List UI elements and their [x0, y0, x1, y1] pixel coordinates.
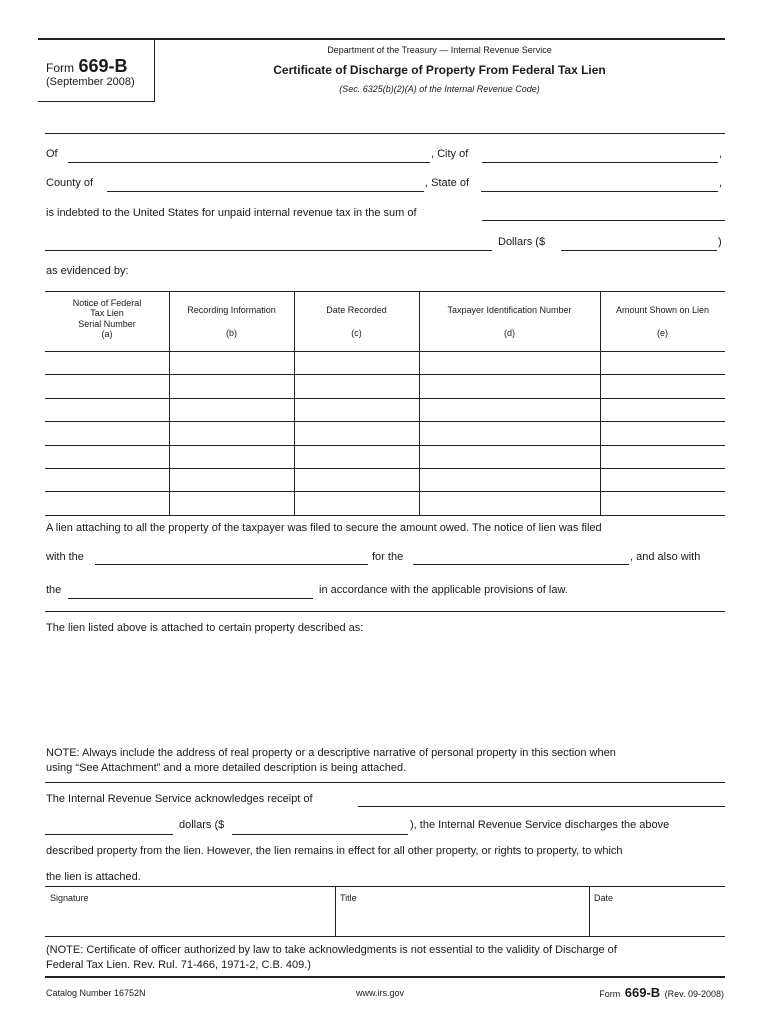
table-cell-tin[interactable] — [419, 468, 600, 491]
received-field[interactable] — [358, 806, 725, 807]
for-the-field[interactable] — [413, 564, 629, 565]
indebted-label: is indebted to the United States for unpaid internal revenue tax in the sum of — [46, 207, 417, 219]
table-cell-recording[interactable] — [169, 351, 294, 374]
table-cell-date[interactable] — [294, 398, 419, 421]
the-field[interactable] — [68, 598, 313, 599]
table-cell-recording[interactable] — [169, 445, 294, 468]
table-cell-tin[interactable] — [419, 351, 600, 374]
table-cell-date[interactable] — [294, 421, 419, 444]
section-rule-3 — [45, 782, 725, 783]
title-label: Title — [340, 893, 357, 903]
col-header-amount-label: Amount Shown on Lien — [615, 305, 710, 315]
signature-field[interactable] — [46, 905, 334, 935]
footer-form-id — [599, 984, 724, 1002]
city-comma: , — [719, 148, 723, 160]
lien-sentence: A lien attaching to all the property of the taxpayer was filed to secure the amount owed. The notice of lien was filed — [46, 522, 602, 534]
dollars-words-field[interactable] — [45, 250, 492, 251]
state-comma: , — [719, 177, 723, 189]
dollars-label: Dollars ($ — [498, 236, 546, 248]
received-dollars-label: dollars ($ — [179, 819, 225, 831]
table-cell-amount[interactable] — [600, 421, 725, 444]
table-cell-serial[interactable] — [45, 491, 169, 514]
in-accordance-label: in accordance with the applicable provisions of law. — [319, 584, 568, 596]
for-the-label: for the — [372, 551, 404, 563]
table-cell-tin[interactable] — [419, 398, 600, 421]
col-header-date-label: Date Recorded — [326, 305, 387, 315]
with-the-label: with the — [46, 551, 84, 563]
dollars-close-paren: ) — [718, 236, 722, 248]
and-also-with-label: , and also with — [630, 551, 701, 563]
section-rule-2 — [45, 611, 725, 612]
table-cell-recording[interactable] — [169, 468, 294, 491]
title-field[interactable] — [336, 905, 588, 935]
county-label: County of — [46, 177, 94, 189]
page-title: Certificate of Discharge of Property From Federal Tax Lien — [273, 63, 606, 77]
form-number: 669-B — [78, 56, 128, 76]
table-cell-amount[interactable] — [600, 491, 725, 514]
department: Department of the Treasury — Internal Revenue Service — [327, 45, 552, 55]
property-description-area[interactable] — [45, 640, 725, 740]
table-cell-recording[interactable] — [169, 421, 294, 444]
date-field[interactable] — [590, 905, 725, 935]
col-header-amount — [600, 305, 725, 339]
table-cell-tin[interactable] — [419, 374, 600, 397]
city-label: , City of — [431, 148, 469, 160]
website: www.irs.gov — [356, 988, 405, 998]
table-cell-tin[interactable] — [419, 445, 600, 468]
table-cell-tin[interactable] — [419, 421, 600, 444]
form-label — [46, 56, 127, 77]
col-header-amount-letter: (e) — [657, 328, 668, 339]
col-header-recording — [169, 305, 294, 339]
table-cell-date[interactable] — [294, 468, 419, 491]
col-header-tin-letter: (d) — [504, 328, 515, 339]
catalog-number: Catalog Number 16752N — [46, 988, 146, 998]
attached-label: The lien listed above is attached to certain property described as: — [46, 622, 364, 634]
section-rule-1 — [45, 133, 725, 134]
table-cell-recording[interactable] — [169, 491, 294, 514]
col-header-serial — [45, 298, 169, 339]
table-cell-amount[interactable] — [600, 374, 725, 397]
the-label: the — [46, 584, 62, 596]
table-cell-serial[interactable] — [45, 351, 169, 374]
table-cell-serial[interactable] — [45, 398, 169, 421]
of-field[interactable] — [68, 162, 430, 163]
date-label: Date — [594, 893, 614, 903]
sum-field[interactable] — [482, 220, 725, 221]
discharge-line-2: described property from the lien. However, the lien remains in effect for all other property, or rights to property, to which — [46, 845, 623, 857]
ack-label: The Internal Revenue Service acknowledges receipt of — [46, 793, 313, 805]
note-line-1: NOTE: Always include the address of real property or a descriptive narrative of personal property in this section when — [46, 747, 616, 759]
dollars-amount-field[interactable] — [561, 250, 717, 251]
table-cell-amount[interactable] — [600, 398, 725, 421]
signature-bottom-rule — [45, 936, 725, 937]
footnote-line-2: Federal Tax Lien. Rev. Rul. 71-466, 1971-2, C.B. 409.) — [46, 959, 311, 971]
col-header-recording-letter: (b) — [226, 328, 237, 339]
received-words-field[interactable] — [45, 834, 173, 835]
of-label: Of — [46, 148, 58, 160]
city-field[interactable] — [482, 162, 718, 163]
state-label: , State of — [425, 177, 470, 189]
state-field[interactable] — [481, 191, 718, 192]
signature-top-rule — [45, 886, 725, 887]
col-header-date-letter: (c) — [351, 328, 362, 339]
form-prefix: Form — [46, 61, 74, 75]
header-bottom-rule — [38, 101, 155, 102]
table-cell-serial[interactable] — [45, 468, 169, 491]
citation: (Sec. 6325(b)(2)(A) of the Internal Revenue Code) — [339, 84, 540, 94]
signature-label: Signature — [50, 893, 89, 903]
col-header-date — [294, 305, 419, 339]
table-cell-amount[interactable] — [600, 468, 725, 491]
table-cell-amount[interactable] — [600, 351, 725, 374]
table-cell-date[interactable] — [294, 445, 419, 468]
col-header-recording-label: Recording Information — [187, 305, 276, 315]
footer-rule — [45, 976, 725, 978]
col-header-serial-letter: (a) — [101, 329, 113, 340]
footer-form-prefix: Form — [599, 989, 621, 999]
table-row-rule — [45, 515, 725, 516]
table-cell-serial[interactable] — [45, 421, 169, 444]
discharges-label: ), the Internal Revenue Service discharges the above — [410, 819, 670, 831]
discharge-line-3: the lien is attached. — [46, 871, 141, 883]
table-cell-serial[interactable] — [45, 445, 169, 468]
table-cell-date[interactable] — [294, 491, 419, 514]
col-header-tin — [419, 305, 600, 339]
received-amount-field[interactable] — [232, 834, 408, 835]
table-cell-recording[interactable] — [169, 374, 294, 397]
table-cell-recording[interactable] — [169, 398, 294, 421]
table-cell-date[interactable] — [294, 351, 419, 374]
footer-form-number: 669-B — [624, 985, 661, 1000]
col-header-tin-label: Taxpayer Identification Number — [447, 305, 572, 315]
county-field[interactable] — [107, 191, 424, 192]
with-the-field[interactable] — [95, 564, 368, 565]
col-header-serial-label: Notice of Federal Tax Lien Serial Number — [72, 298, 142, 329]
table-cell-serial[interactable] — [45, 374, 169, 397]
evidenced-label: as evidenced by: — [46, 265, 129, 277]
table-cell-amount[interactable] — [600, 445, 725, 468]
table-top-rule — [45, 291, 725, 292]
table-cell-date[interactable] — [294, 374, 419, 397]
footnote-line-1: (NOTE: Certificate of officer authorized by law to take acknowledgments is not essential to the validity of Discharge of — [46, 944, 617, 956]
note-line-2: using “See Attachment” and a more detailed description is being attached. — [46, 762, 407, 774]
footer-revision: (Rev. 09-2008) — [664, 989, 724, 999]
header-top-rule — [38, 38, 725, 40]
form-date: (September 2008) — [46, 76, 135, 88]
table-cell-tin[interactable] — [419, 491, 600, 514]
